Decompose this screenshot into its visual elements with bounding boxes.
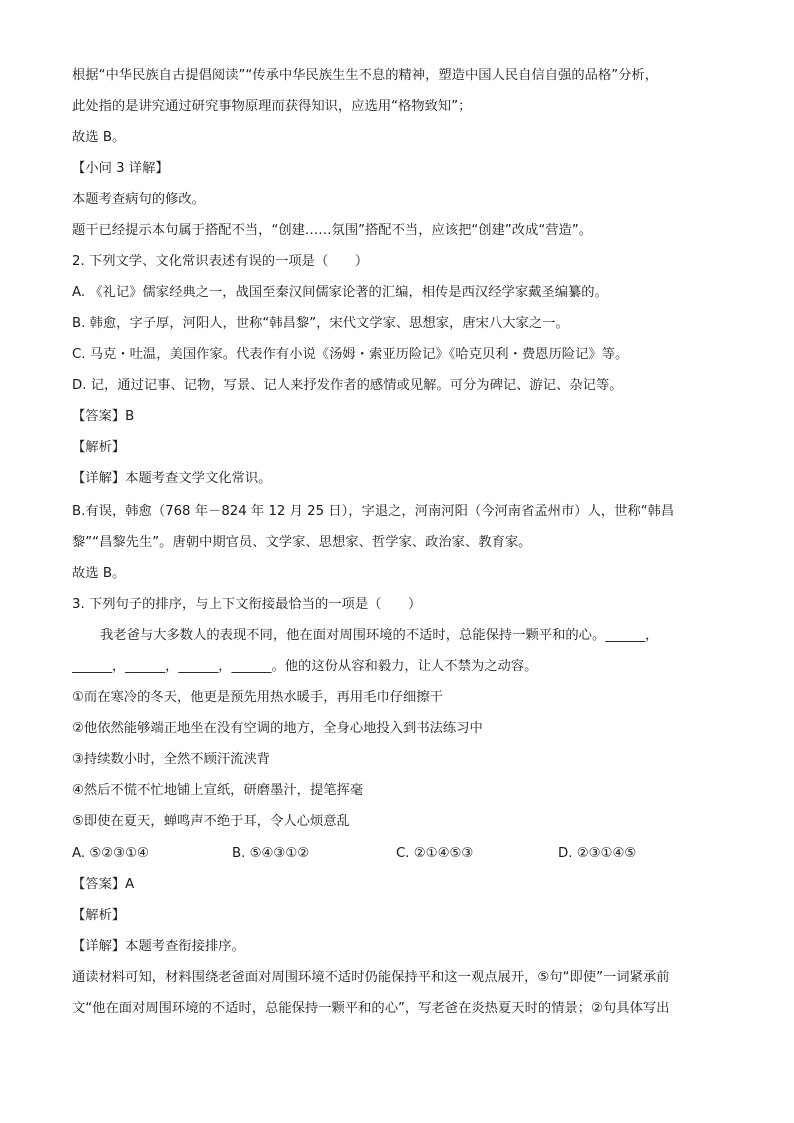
passage-line: ______，______，______，______。他的这份从容和毅力，让人不禁为之动容。: [72, 659, 538, 674]
text-line: 故选 B。: [72, 130, 126, 145]
sentence-3: ③持续数小时，全然不顾汗流浃背: [72, 752, 271, 767]
option-b: B. 韩愈，字子厚，河阳人，世称“韩昌黎”，宋代文学家、思想家，唐宋八大家之一。: [72, 316, 569, 331]
detail-line: 【详解】本题考查衔接排序。: [72, 939, 245, 954]
text-line: 题干已经提示本句属于搭配不当，“创建……氛围”搭配不当，应该把“创建”改成“营造”。: [72, 223, 593, 238]
analysis-label: 【解析】: [72, 908, 126, 923]
sentence-5: ⑤即使在夏天，蝉鸣声不绝于耳，令人心烦意乱: [72, 814, 350, 829]
analysis-label: 【解析】: [72, 440, 126, 455]
text-line: B.有误，韩愈（768 年－824 年 12 月 25 日），字退之，河南河阳（今河南省孟州市）人，世称“韩昌: [72, 504, 675, 519]
option-c: C. 马克・吐温，美国作家。代表作有小说《汤姆・索亚历险记》《哈克贝利・费恩历险记》等。: [72, 347, 629, 362]
detail-line: 【详解】本题考查文学文化常识。: [72, 471, 272, 486]
choice-d: D. ②③①④⑤: [558, 846, 637, 861]
choice-c: C. ②①④⑤③: [396, 846, 474, 861]
sentence-4: ④然后不慌不忙地铺上宣纸，研磨墨汁，提笔挥毫: [72, 783, 364, 798]
text-line: 本题考查病句的修改。: [72, 192, 205, 207]
section-heading: 【小问 3 详解】: [72, 161, 169, 176]
answer-label: 【答案】A: [72, 877, 135, 892]
option-d: D. 记，通过记事、记物，写景、记人来抒发作者的感情或见解。可分为碑记、游记、杂记等。: [72, 378, 623, 393]
sentence-2: ②他依然能够端正地坐在没有空调的地方，全身心地投入到书法练习中: [72, 721, 483, 736]
text-line: 此处指的是讲究通过研究事物原理而获得知识，应选用“格物致知”；: [72, 99, 472, 114]
text-line: 文“他在面对周围环境的不适时，总能保持一颗平和的心”，写老爸在炎热夏天时的情景；②句具体写出: [72, 1001, 670, 1016]
choice-a: A. ⑤②③①④: [72, 846, 149, 861]
answer-label: 【答案】B: [72, 409, 135, 424]
sentence-1: ①而在寒冷的冬天，他更是预先用热水暖手，再用毛巾仔细擦干: [72, 690, 443, 705]
choice-b: B. ⑤④③①②: [232, 846, 310, 861]
passage-line: 我老爸与大多数人的表现不同，他在面对周围环境的不适时，总能保持一颗平和的心。______，: [100, 628, 659, 643]
text-line: 黎”“昌黎先生”。唐朝中期官员、文学家、思想家、哲学家、政治家、教育家。: [72, 535, 532, 550]
question-stem: 2. 下列文学、文化常识表述有误的一项是（ ）: [72, 254, 369, 269]
option-a: A. 《礼记》儒家经典之一，战国至秦汉间儒家论著的汇编，相传是西汉经学家戴圣编纂的。: [72, 285, 608, 300]
text-line: 通读材料可知，材料围绕老爸面对周围环境不适时仍能保持平和这一观点展开，⑤句“即使”一词紧承前: [72, 970, 670, 985]
text-line: 故选 B。: [72, 566, 126, 581]
text-line: 根据“中华民族自古提倡阅读”“传承中华民族生生不息的精神，塑造中国人民自信自强的品格”分析，: [72, 68, 659, 83]
question-stem: 3. 下列句子的排序，与上下文衔接最恰当的一项是（ ）: [72, 597, 422, 612]
